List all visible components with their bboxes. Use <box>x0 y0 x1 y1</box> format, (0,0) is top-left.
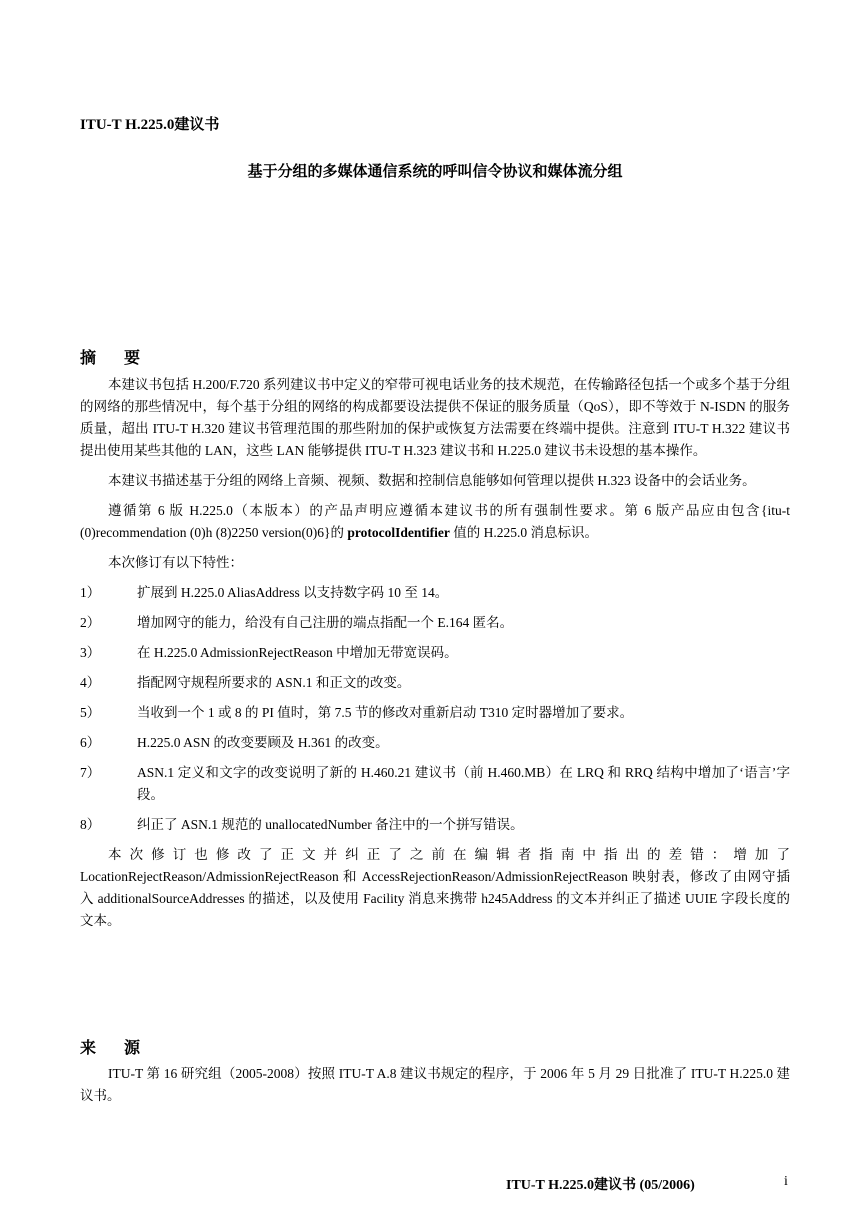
summary-paragraph-3-start: 遵循第 6 版 H.225.0（本版本）的产品声明应遵循本建议书的所有强制性要求。第 6 版产品应由包含{itu-t (0)recommendation (0)h (8)2250 version(0)6}的 <box>80 503 790 540</box>
summary-paragraph-5: 本次修订也修改了正文并纠正了之前在编辑者指南中指出的差错：增加了 LocationRejectReason/AdmissionRejectReason 和 AccessRejectionReason/AdmissionRejectReason 映射表，修改了由网守插入 additionalSourceAddresses 的描述，以及使用 Facility 消息来携带 h245Address 的文本并纠正了描述 UUIE 字段长度的文本。 <box>80 847 790 928</box>
protocol-identifier-term: protocolIdentifier <box>347 525 450 540</box>
revision-item-number: 3） <box>80 645 101 660</box>
summary-paragraph-2: 本建议书描述基于分组的网络上音频、视频、数据和控制信息能够如何管理以提供 H.323 设备中的会话业务。 <box>108 473 756 488</box>
revision-item-number: 2） <box>80 615 101 630</box>
revision-item <box>80 702 790 724</box>
revision-item-text: 纠正了 ASN.1 规范的 unallocatedNumber 备注中的一个拼写错误。 <box>137 817 524 832</box>
summary-body <box>80 374 790 940</box>
summary-paragraph-3 <box>80 500 790 544</box>
revision-item-number: 7） <box>80 765 101 780</box>
revision-item <box>80 582 790 604</box>
summary-paragraph-3-end: 值的 H.225.0 消息标识。 <box>449 525 599 540</box>
revision-item-text: H.225.0 ASN 的改变要顾及 H.361 的改变。 <box>137 735 389 750</box>
revision-item-text: 在 H.225.0 AdmissionRejectReason 中增加无带宽误码。 <box>137 645 458 660</box>
revision-item-number: 8） <box>80 817 101 832</box>
revision-item <box>80 642 790 664</box>
revision-item-number: 4） <box>80 675 101 690</box>
document-id: ITU-T H.225.0建议书 <box>80 117 220 133</box>
revision-item-text: 增加网守的能力，给没有自己注册的端点指配一个 E.164 匿名。 <box>137 615 514 630</box>
document-title: 基于分组的多媒体通信系统的呼叫信令协议和媒体流分组 <box>247 164 623 180</box>
summary-paragraph-1: 本建议书包括 H.200/F.720 系列建议书中定义的窄带可视电话业务的技术规范，在传输路径包括一个或多个基于分组的网络的那些情况中，每个基于分组的网络的构成都要设法提供不保证的服务质量（QoS），即不等效于 N-ISDN 的服务质量，超出 ITU-T H.320 建议书管理范围的那些附加的保护或恢复方法需要在终端中提供。注意到 ITU-T H.322 建议书提出使用某些其他的 LAN，这些 LAN 能够提供 ITU-T H.323 建议书和 H.225.0 建议书未设想的基本操作。 <box>80 377 790 458</box>
revision-item <box>80 672 790 694</box>
revision-item <box>80 732 790 754</box>
revision-intro: 本次修订有以下特性： <box>108 555 243 570</box>
revision-item <box>80 612 790 634</box>
revision-item-text: 当收到一个 1 或 8 的 PI 值时，第 7.5 节的修改对重新启动 T310 定时器增加了要求。 <box>137 705 634 720</box>
source-heading: 来 源 <box>80 1040 153 1057</box>
revision-item-text: ASN.1 定义和文字的改变说明了新的 H.460.21 建议书（前 H.460.MB）在 LRQ 和 RRQ 结构中增加了‘语言’字段。 <box>137 765 790 802</box>
revision-item-number: 5） <box>80 705 101 720</box>
revision-item <box>80 814 790 836</box>
revision-item-text: 扩展到 H.225.0 AliasAddress 以支持数字码 10 至 14。 <box>137 585 449 600</box>
source-paragraph: ITU-T 第 16 研究组（2005-2008）按照 ITU-T A.8 建议书规定的程序，于 2006 年 5 月 29 日批准了 ITU-T H.225.0 建议书。 <box>80 1066 790 1103</box>
revision-item <box>80 762 790 806</box>
page-number: i <box>784 1174 788 1189</box>
revision-item-text: 指配网守规程所要求的 ASN.1 和正文的改变。 <box>137 675 411 690</box>
revision-item-number: 1） <box>80 585 101 600</box>
footer-reference: ITU-T H.225.0建议书 (05/2006) <box>506 1178 695 1193</box>
summary-heading: 摘 要 <box>80 350 153 367</box>
source-body <box>80 1063 790 1115</box>
revision-item-number: 6） <box>80 735 101 750</box>
